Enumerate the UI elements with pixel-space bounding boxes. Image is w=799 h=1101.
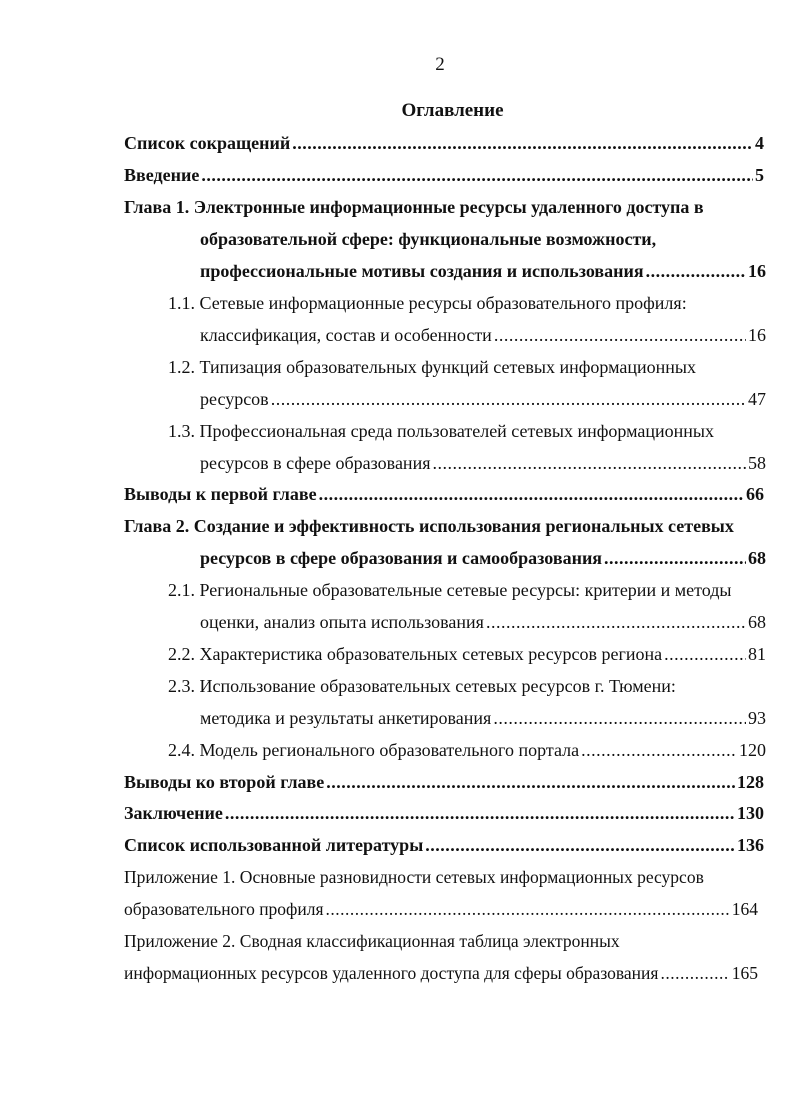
- toc-entry-introduction: [124, 165, 764, 189]
- toc-entry-chapter-1-line1: [124, 197, 764, 221]
- toc-entry-section-1-2-line1: [168, 357, 766, 381]
- toc-entry-text: Глава 2. Создание и эффективность использования региональных сетевых: [124, 516, 734, 536]
- toc-entry-text: методика и результаты анкетирования: [200, 708, 492, 728]
- toc-entry-text: 2.1. Региональные образовательные сетевые ресурсы: критерии и методы: [168, 580, 732, 600]
- toc-entry-text: Список сокращений: [124, 133, 291, 153]
- toc-entry-text: Выводы ко второй главе: [124, 772, 325, 792]
- toc-entry-appendix-1-line1: [124, 867, 758, 891]
- toc-entry-section-1-3-line2: [200, 453, 766, 477]
- toc-entry-conclusion: [124, 803, 764, 827]
- toc-entry-section-1-2-line2: [200, 389, 766, 413]
- toc-entry-page: 128: [737, 772, 764, 792]
- leader-dots: [326, 899, 730, 920]
- toc-entry-page: 58: [748, 453, 766, 473]
- leader-dots: [664, 644, 746, 665]
- leader-dots: [486, 612, 746, 633]
- toc-entry-chapter-1-line2: [200, 229, 766, 253]
- toc-entry-page: 66: [746, 484, 764, 504]
- leader-dots: [292, 133, 753, 154]
- toc-entry-text: Выводы к первой главе: [124, 484, 317, 504]
- toc-entry-bibliography: [124, 835, 764, 859]
- toc-entry-section-1-3-line1: [168, 421, 766, 445]
- toc-entry-section-2-3-line2: [200, 708, 766, 732]
- toc-entry-page: 164: [731, 899, 758, 919]
- toc-entry-text: 2.3. Использование образовательных сетевых ресурсов г. Тюмени:: [168, 676, 676, 696]
- leader-dots: [494, 325, 746, 346]
- toc-entry-page: 16: [748, 325, 766, 345]
- toc-entry-text: ресурсов: [200, 389, 269, 409]
- leader-dots: [604, 548, 746, 569]
- toc-entry-text: ресурсов в сфере образования и самообразования: [200, 548, 603, 568]
- toc-entry-section-2-1-line1: [168, 580, 766, 604]
- toc-entry-page: 5: [755, 165, 764, 185]
- toc-entry-page: 81: [748, 644, 766, 664]
- toc-entry-text: 1.2. Типизация образовательных функций сетевых информационных: [168, 357, 696, 377]
- leader-dots: [425, 835, 735, 856]
- toc-entry-section-1-1-line2: [200, 325, 766, 349]
- toc-entry-page: 120: [739, 740, 766, 760]
- leader-dots: [646, 261, 746, 282]
- toc-entry-text: образовательной сфере: функциональные возможности,: [200, 229, 657, 249]
- toc-entry-text: Приложение 1. Основные разновидности сетевых информационных ресурсов: [124, 867, 704, 887]
- toc-entry-text: Приложение 2. Сводная классификационная таблица электронных: [124, 931, 620, 951]
- toc-entry-text: профессиональные мотивы создания и использования: [200, 261, 644, 281]
- toc-entry-appendix-2-line1: [124, 931, 758, 955]
- toc-entry-page: 68: [748, 612, 766, 632]
- page-number: 2: [435, 54, 445, 75]
- toc-entry-page: 47: [748, 389, 766, 409]
- leader-dots: [493, 708, 746, 729]
- toc-entry-section-2-1-line2: [200, 612, 766, 636]
- toc-entry-section-2-3-line1: [168, 676, 766, 700]
- toc-entry-section-2-4: [168, 740, 766, 764]
- toc-entry-chapter-2-line1: [124, 516, 764, 540]
- toc-entry-page: 136: [737, 835, 764, 855]
- toc-entry-text: 2.2. Характеристика образовательных сетевых ресурсов региона: [168, 644, 663, 664]
- toc-entry-chapter-1-line3: [200, 261, 766, 285]
- leader-dots: [581, 740, 737, 761]
- toc-entry-page: 68: [748, 548, 766, 568]
- leader-dots: [319, 484, 744, 505]
- toc-entry-page: 16: [748, 261, 766, 281]
- toc-entry-page: 93: [748, 708, 766, 728]
- toc-entry-text: 1.1. Сетевые информационные ресурсы образовательного профиля:: [168, 293, 687, 313]
- leader-dots: [432, 453, 746, 474]
- toc-entry-text: информационных ресурсов удаленного доступа для сферы образования: [124, 963, 659, 983]
- toc-entry-abbreviations: [124, 133, 764, 157]
- toc-entry-page: 4: [755, 133, 764, 153]
- leader-dots: [271, 389, 746, 410]
- leader-dots: [660, 963, 729, 984]
- toc-title: Оглавление: [401, 100, 504, 121]
- toc-entry-section-2-2: [168, 644, 766, 668]
- leader-dots: [201, 165, 753, 186]
- toc-entry-text: Заключение: [124, 803, 223, 823]
- leader-dots: [326, 772, 735, 793]
- toc-entry-section-1-1-line1: [168, 293, 766, 317]
- toc-entry-text: образовательного профиля: [124, 899, 324, 919]
- toc-entry-page: 165: [731, 963, 758, 983]
- toc-entry-text: классификация, состав и особенности: [200, 325, 492, 345]
- leader-dots: [225, 803, 735, 824]
- toc-entry-conclusions-chapter-1: [124, 484, 764, 508]
- toc-entry-appendix-1-line2: [124, 899, 758, 923]
- toc-entry-text: 1.3. Профессиональная среда пользователей сетевых информационных: [168, 421, 714, 441]
- toc-entry-text: ресурсов в сфере образования: [200, 453, 431, 473]
- toc-entry-text: Список использованной литературы: [124, 835, 424, 855]
- toc-entry-appendix-2-line2: [124, 963, 758, 987]
- toc-entry-conclusions-chapter-2: [124, 772, 764, 796]
- toc-entry-chapter-2-line2: [200, 548, 766, 572]
- toc-entry-page: 130: [737, 803, 764, 823]
- toc-entry-text: Глава 1. Электронные информационные ресурсы удаленного доступа в: [124, 197, 704, 217]
- toc-entry-text: оценки, анализ опыта использования: [200, 612, 484, 632]
- toc-entry-text: Введение: [124, 165, 200, 185]
- toc-entry-text: 2.4. Модель регионального образовательного портала: [168, 740, 580, 760]
